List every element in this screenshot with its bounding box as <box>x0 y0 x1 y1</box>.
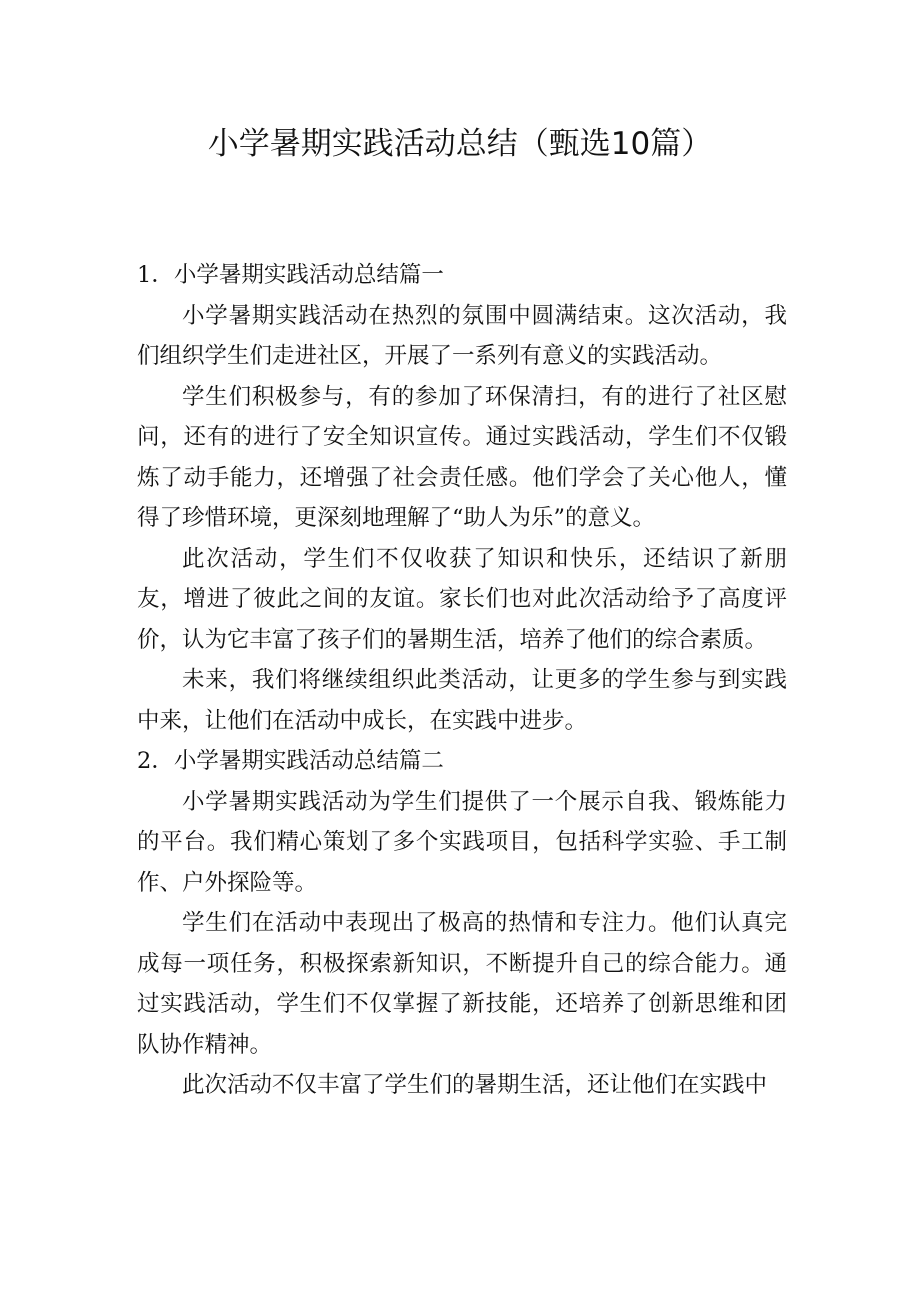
section-heading-1: 1．小学暑期实践活动总结篇一 <box>137 262 444 288</box>
paragraph: 小学暑期实践活动为学生们提供了一个展示自我、锻炼能力的平台。我们精心策划了多个实践项目，包括科学实验、手工制作、户外探险等。 <box>137 788 787 896</box>
paragraph: 此次活动，学生们不仅收获了知识和快乐，还结识了新朋友，增进了彼此之间的友谊。家长们也对此次活动给予了高度评价，认为它丰富了孩子们的暑期生活，培养了他们的综合素质。 <box>137 545 787 653</box>
paragraph: 未来，我们将继续组织此类活动，让更多的学生参与到实践中来，让他们在活动中成长，在实践中进步。 <box>137 667 787 734</box>
paragraph: 此次活动不仅丰富了学生们的暑期生活，还让他们在实践中 <box>182 1072 768 1098</box>
section-heading-2: 2．小学暑期实践活动总结篇二 <box>137 748 444 774</box>
paragraph: 学生们在活动中表现出了极高的热情和专注力。他们认真完成每一项任务，积极探索新知识，不断提升自己的综合能力。通过实践活动，学生们不仅掌握了新技能，还培养了创新思维和团队协作精神。 <box>137 910 787 1058</box>
paragraph: 学生们积极参与，有的参加了环保清扫，有的进行了社区慰问，还有的进行了安全知识宣传。通过实践活动，学生们不仅锻炼了动手能力，还增强了社会责任感。他们学会了关心他人，懂得了珍惜环境，更深刻地理解了“助人为乐”的意义。 <box>137 383 787 531</box>
document-title: 小学暑期实践活动总结（甄选10篇） <box>207 126 713 162</box>
paragraph: 小学暑期实践活动在热烈的氛围中圆满结束。这次活动，我们组织学生们走进社区，开展了一系列有意义的实践活动。 <box>137 302 787 369</box>
document-body <box>137 255 787 1106</box>
